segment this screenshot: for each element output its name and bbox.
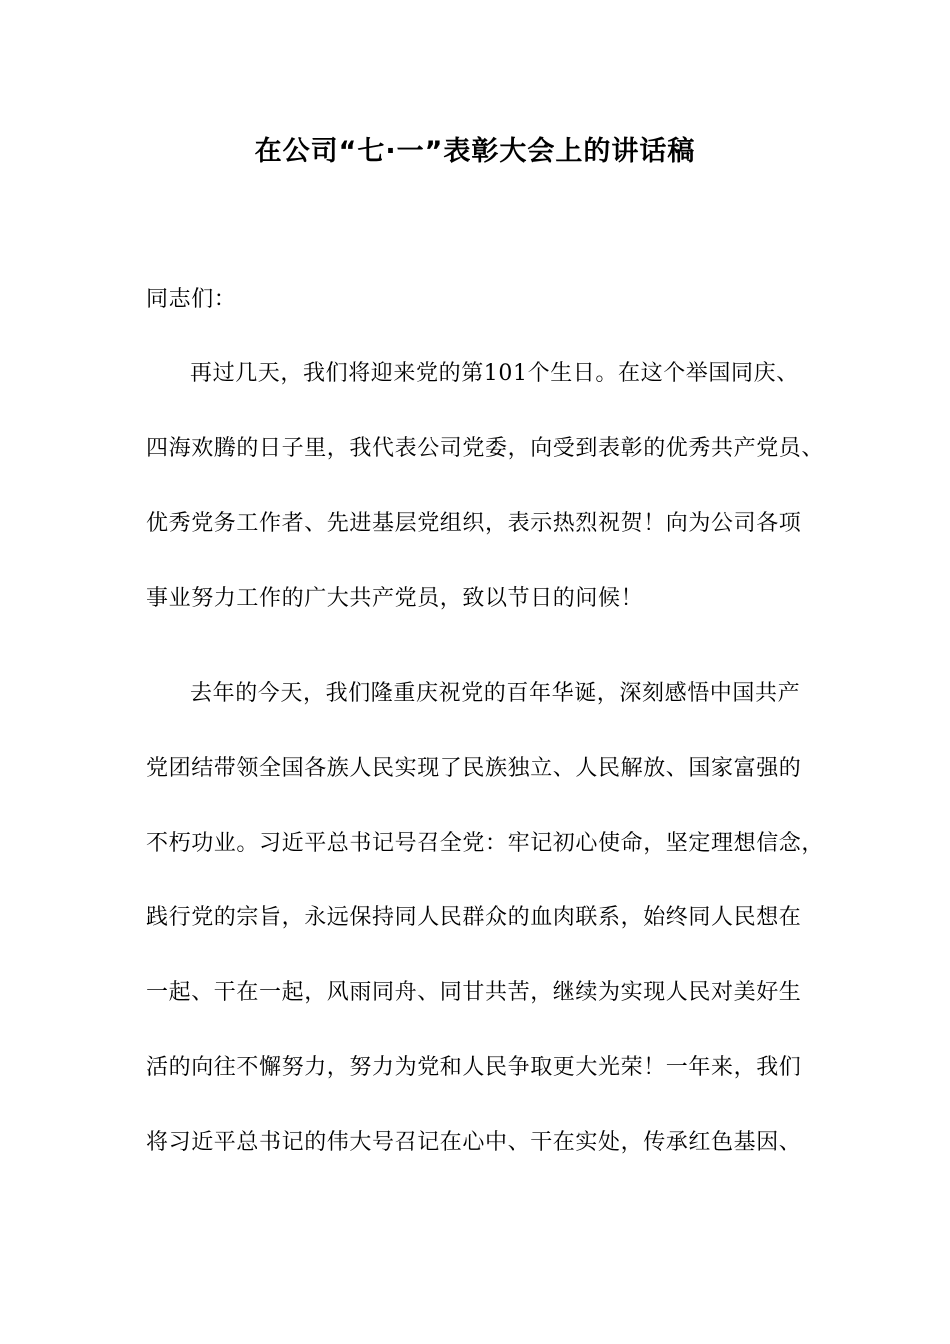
paragraph-2-line-7: 将习近平总书记的伟大号召记在心中、干在实处，传承红色基因、 xyxy=(146,1130,802,1155)
paragraph-1-line-4: 事业努力工作的广大共产党员，致以节日的问候！ xyxy=(146,586,644,611)
salutation: 同志们： xyxy=(146,287,237,312)
paragraph-2-line-4: 践行党的宗旨，永远保持同人民群众的血肉联系，始终同人民想在 xyxy=(146,905,802,930)
paragraph-1-line-3: 优秀党务工作者、先进基层党组织，表示热烈祝贺！向为公司各项 xyxy=(146,511,802,536)
paragraph-2-line-6: 活的向往不懈努力，努力为党和人民争取更大光荣！一年来，我们 xyxy=(146,1055,802,1080)
paragraph-2-line-3: 不朽功业。习近平总书记号召全党：牢记初心使命，坚定理想信念， xyxy=(146,831,825,856)
paragraph-2-line-1: 去年的今天，我们隆重庆祝党的百年华诞，深刻感悟中国共产 xyxy=(190,681,801,706)
paragraph-1-line-2: 四海欢腾的日子里，我代表公司党委，向受到表彰的优秀共产党员、 xyxy=(146,436,825,461)
document-title: 在公司“七·一”表彰大会上的讲话稿 xyxy=(254,136,696,167)
paragraph-2-line-2: 党团结带领全国各族人民实现了民族独立、人民解放、国家富强的 xyxy=(146,756,802,781)
paragraph-2-line-5: 一起、干在一起，风雨同舟、同甘共苦，继续为实现人民对美好生 xyxy=(146,980,802,1005)
paragraph-1-line-1: 再过几天，我们将迎来党的第101个生日。在这个举国同庆、 xyxy=(190,361,799,386)
